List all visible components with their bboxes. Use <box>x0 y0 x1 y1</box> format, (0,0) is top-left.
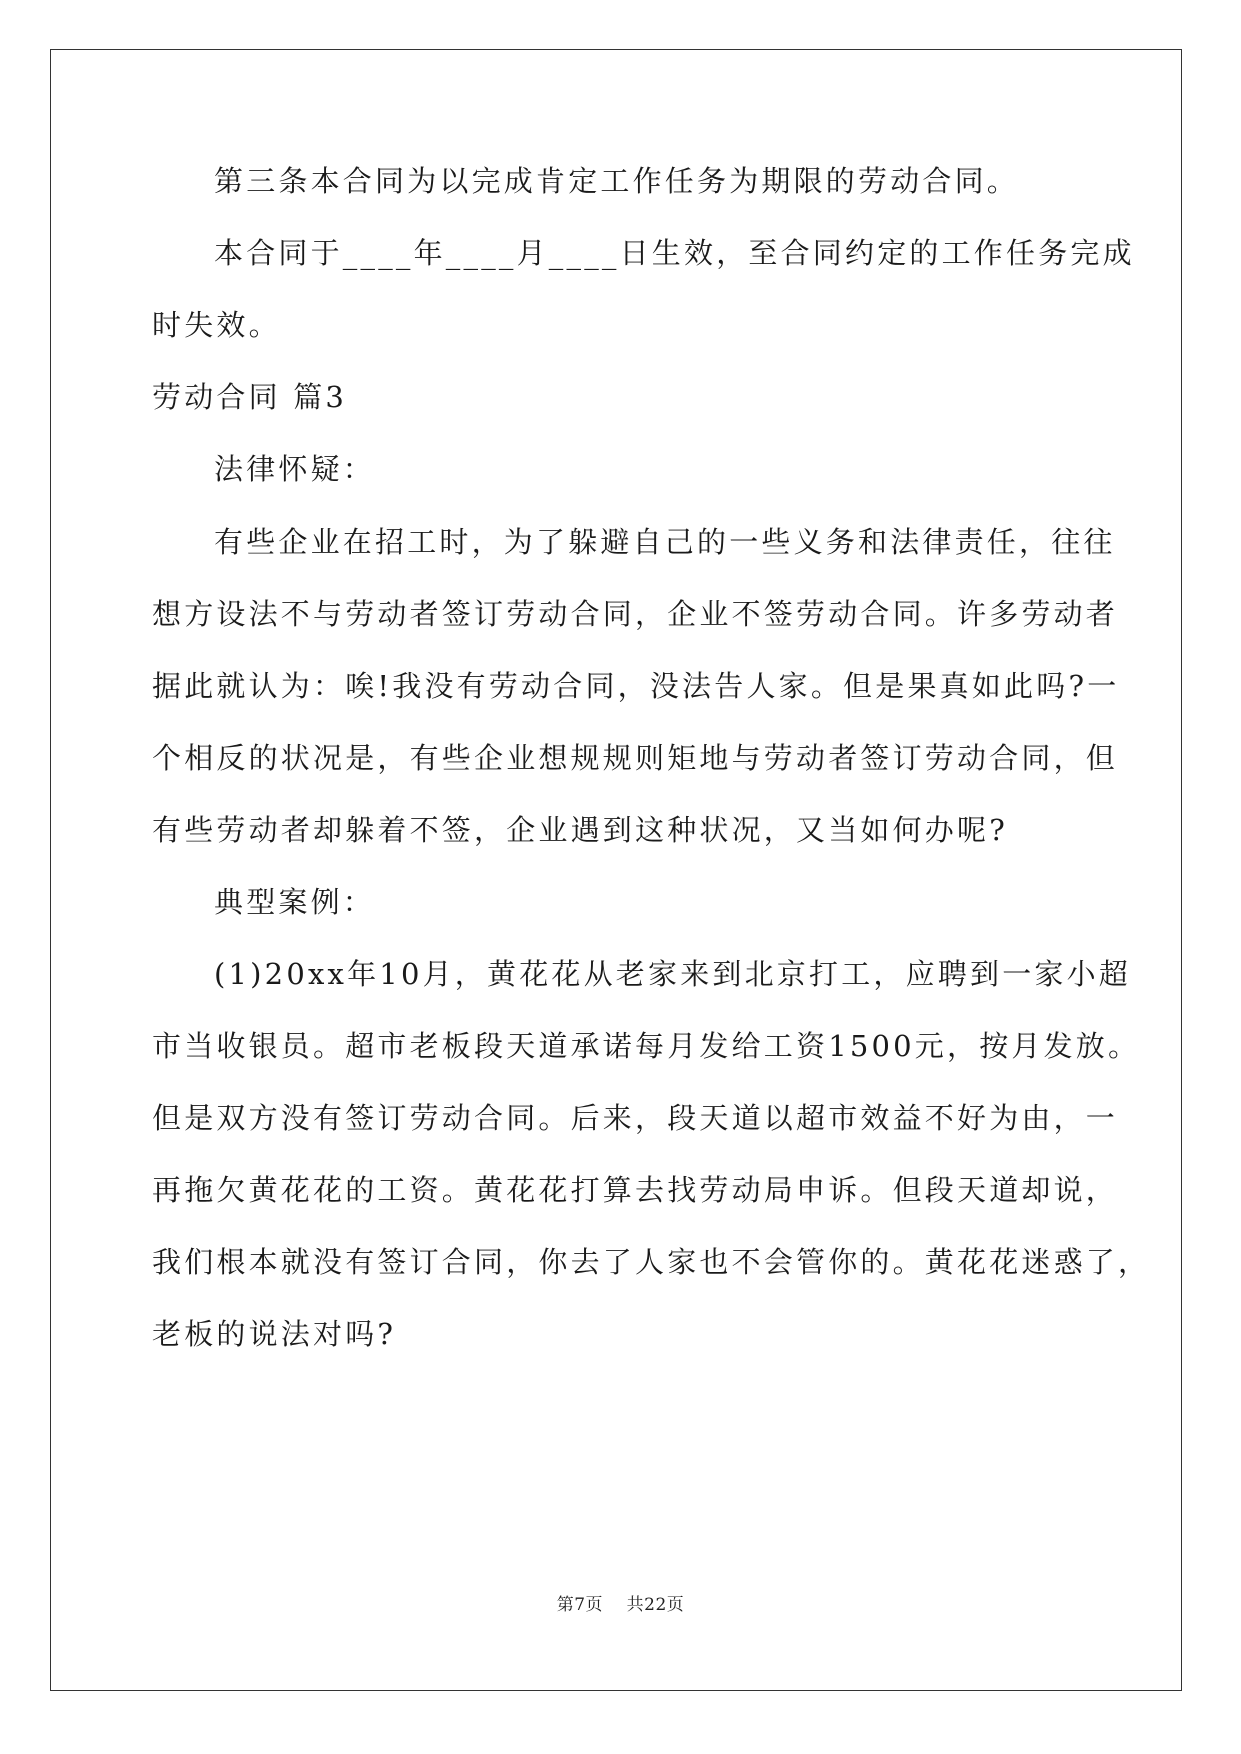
paragraph-line: 法律怀疑： <box>214 452 376 486</box>
paragraph-line: 个相反的状况是，有些企业想规规则矩地与劳动者签订劳动合同，但 <box>152 741 1119 775</box>
page-footer <box>0 1593 1241 1617</box>
page-border <box>50 49 1182 1691</box>
paragraph-line: 但是双方没有签订劳动合同。后来，段天道以超市效益不好为由，一 <box>152 1101 1119 1135</box>
paragraph-line: 据此就认为：唉!我没有劳动合同，没法告人家。但是果真如此吗?一 <box>152 669 1120 703</box>
page-number: 第7页 <box>556 1595 604 1615</box>
section-heading: 劳动合同 篇3 <box>152 380 348 414</box>
paragraph-line: 第三条本合同为以完成肯定工作任务为期限的劳动合同。 <box>214 164 1020 198</box>
paragraph-line: 有些企业在招工时，为了躲避自己的一些义务和法律责任，往往 <box>214 525 1116 559</box>
page-total: 共22页 <box>626 1595 685 1615</box>
paragraph-line: (1)20xx年10月，黄花花从老家来到北京打工，应聘到一家小超 <box>214 957 1131 991</box>
paragraph-line: 时失效。 <box>152 308 281 342</box>
paragraph-line: 再拖欠黄花花的工资。黄花花打算去找劳动局申诉。但段天道却说， <box>152 1173 1119 1207</box>
paragraph-line: 典型案例： <box>214 885 376 919</box>
paragraph-line: 本合同于____年____月____日生效，至合同约定的工作任务完成 <box>214 236 1135 270</box>
paragraph-line: 市当收银员。超市老板段天道承诺每月发给工资1500元，按月发放。 <box>152 1029 1141 1063</box>
paragraph-line: 我们根本就没有签订合同，你去了人家也不会管你的。黄花花迷惑了， <box>152 1245 1151 1279</box>
paragraph-line: 老板的说法对吗? <box>152 1317 397 1351</box>
paragraph-line: 有些劳动者却躲着不签，企业遇到这种状况，又当如何办呢? <box>152 813 1008 847</box>
paragraph-line: 想方设法不与劳动者签订劳动合同，企业不签劳动合同。许多劳动者 <box>152 597 1119 631</box>
